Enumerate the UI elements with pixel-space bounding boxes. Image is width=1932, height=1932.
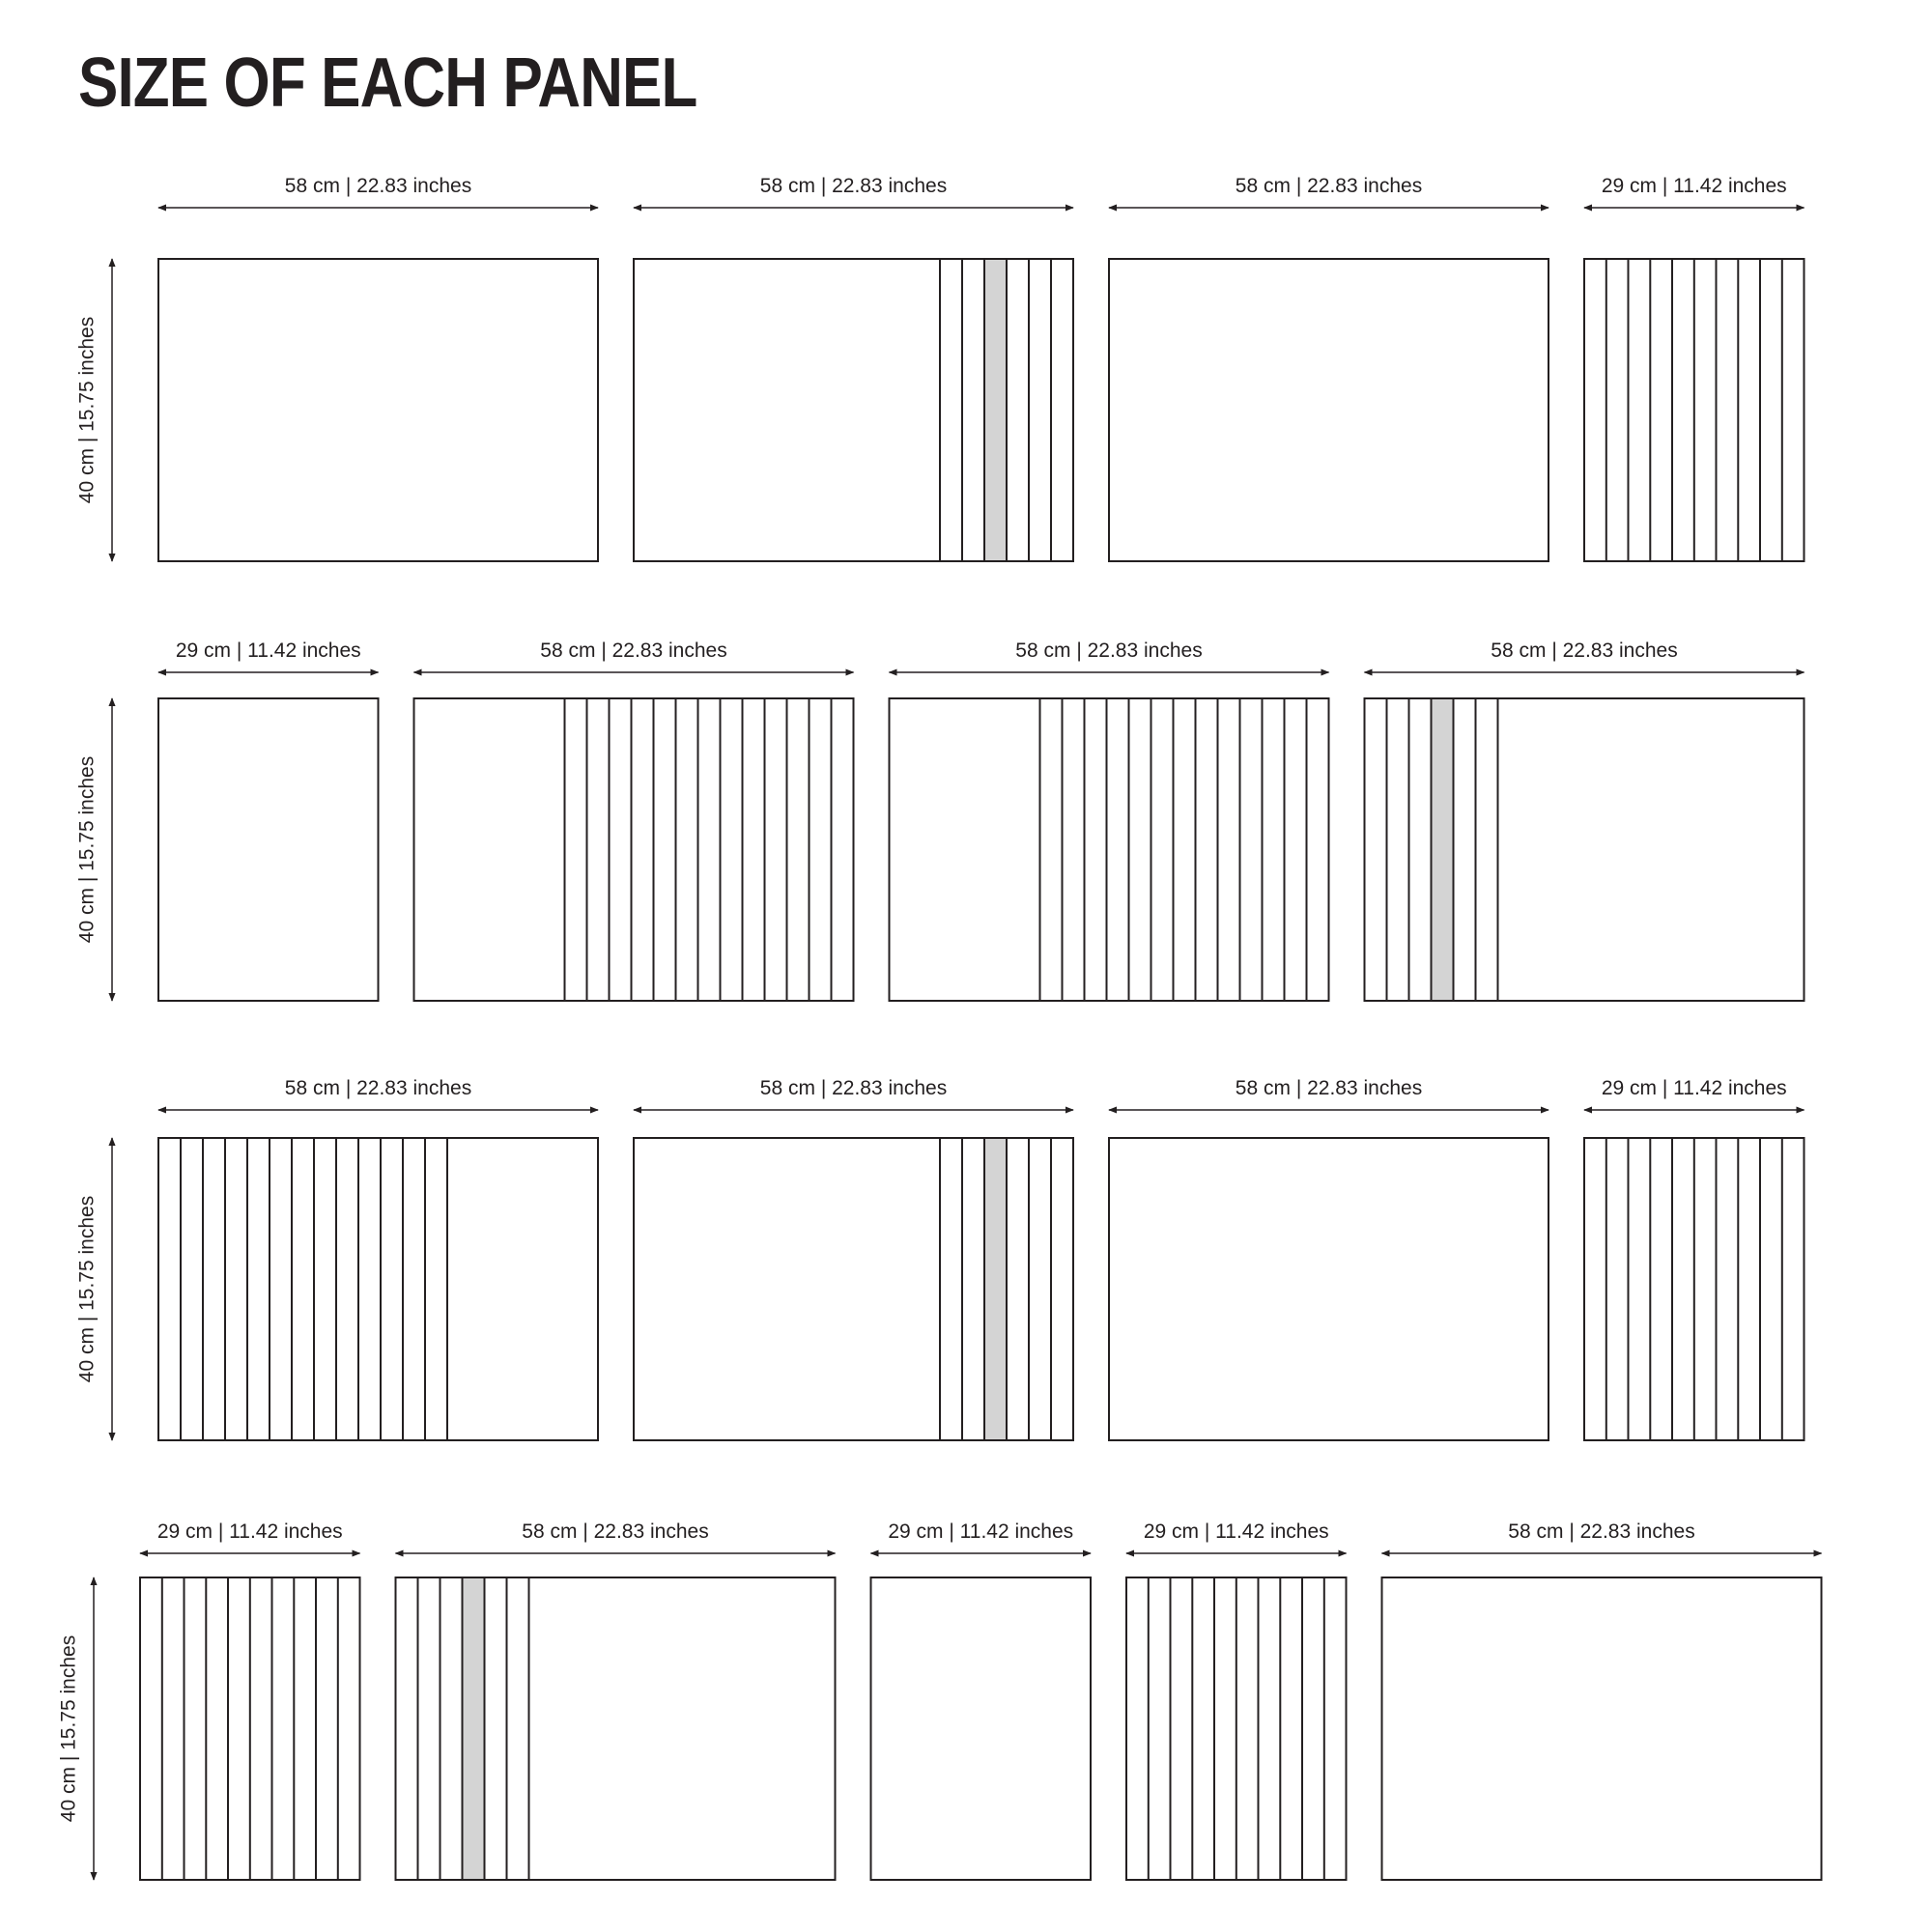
highlight-stripe bbox=[1432, 698, 1454, 1001]
width-dimension-label: 58 cm | 22.83 inches bbox=[1508, 1520, 1695, 1543]
panel bbox=[414, 639, 854, 1001]
width-dimension-label: 58 cm | 22.83 inches bbox=[1015, 639, 1203, 662]
panel bbox=[871, 1520, 1092, 1880]
width-dimension-label: 58 cm | 22.83 inches bbox=[284, 1077, 472, 1099]
width-dimension-label: 29 cm | 11.42 inches bbox=[175, 639, 361, 662]
page-title: SIZE OF EACH PANEL bbox=[78, 44, 697, 122]
panel bbox=[1584, 175, 1804, 561]
panel bbox=[396, 1520, 836, 1880]
panel-outline bbox=[1109, 1138, 1548, 1440]
width-dimension-label: 29 cm | 11.42 inches bbox=[1601, 175, 1787, 197]
width-dimension-label: 29 cm | 11.42 inches bbox=[156, 1520, 343, 1543]
width-dimension-label: 58 cm | 22.83 inches bbox=[540, 639, 727, 662]
width-dimension-label: 58 cm | 22.83 inches bbox=[759, 1077, 948, 1099]
highlight-stripe bbox=[984, 1138, 1007, 1440]
width-dimension-label: 29 cm | 11.42 inches bbox=[888, 1520, 1074, 1543]
height-dimension-label: 40 cm | 15.75 inches bbox=[75, 1195, 99, 1383]
panel bbox=[1584, 1077, 1804, 1440]
panel-outline bbox=[158, 698, 379, 1001]
panel bbox=[158, 175, 598, 561]
width-dimension-label: 58 cm | 22.83 inches bbox=[1235, 1077, 1423, 1099]
panel-row bbox=[76, 175, 1804, 561]
panel-outline bbox=[1382, 1577, 1822, 1880]
height-dimension-label: 40 cm | 15.75 inches bbox=[75, 755, 99, 944]
panel bbox=[158, 1077, 598, 1440]
panel bbox=[1382, 1520, 1822, 1880]
panel-row bbox=[76, 639, 1804, 1001]
panel-row bbox=[58, 1520, 1822, 1880]
panel-row bbox=[76, 1077, 1804, 1440]
panel-outline bbox=[871, 1577, 1092, 1880]
height-dimension-label: 40 cm | 15.75 inches bbox=[75, 316, 99, 504]
panel bbox=[634, 175, 1073, 561]
panel bbox=[158, 639, 379, 1001]
width-dimension-label: 58 cm | 22.83 inches bbox=[1491, 639, 1678, 662]
panel bbox=[1365, 639, 1804, 1001]
highlight-stripe bbox=[984, 259, 1007, 561]
width-dimension-label: 58 cm | 22.83 inches bbox=[522, 1520, 709, 1543]
panel-outline bbox=[158, 259, 598, 561]
width-dimension-label: 29 cm | 11.42 inches bbox=[1143, 1520, 1329, 1543]
width-dimension-label: 58 cm | 22.83 inches bbox=[284, 175, 472, 197]
height-dimension-label: 40 cm | 15.75 inches bbox=[57, 1634, 80, 1823]
panel-outline bbox=[1109, 259, 1548, 561]
panel bbox=[1126, 1520, 1347, 1880]
panel bbox=[1109, 1077, 1548, 1440]
panel bbox=[1109, 175, 1548, 561]
panel bbox=[140, 1520, 360, 1880]
width-dimension-label: 58 cm | 22.83 inches bbox=[1235, 175, 1423, 197]
width-dimension-label: 58 cm | 22.83 inches bbox=[759, 175, 948, 197]
panel bbox=[890, 639, 1329, 1001]
panel bbox=[634, 1077, 1073, 1440]
highlight-stripe bbox=[463, 1577, 485, 1880]
width-dimension-label: 29 cm | 11.42 inches bbox=[1601, 1077, 1787, 1099]
